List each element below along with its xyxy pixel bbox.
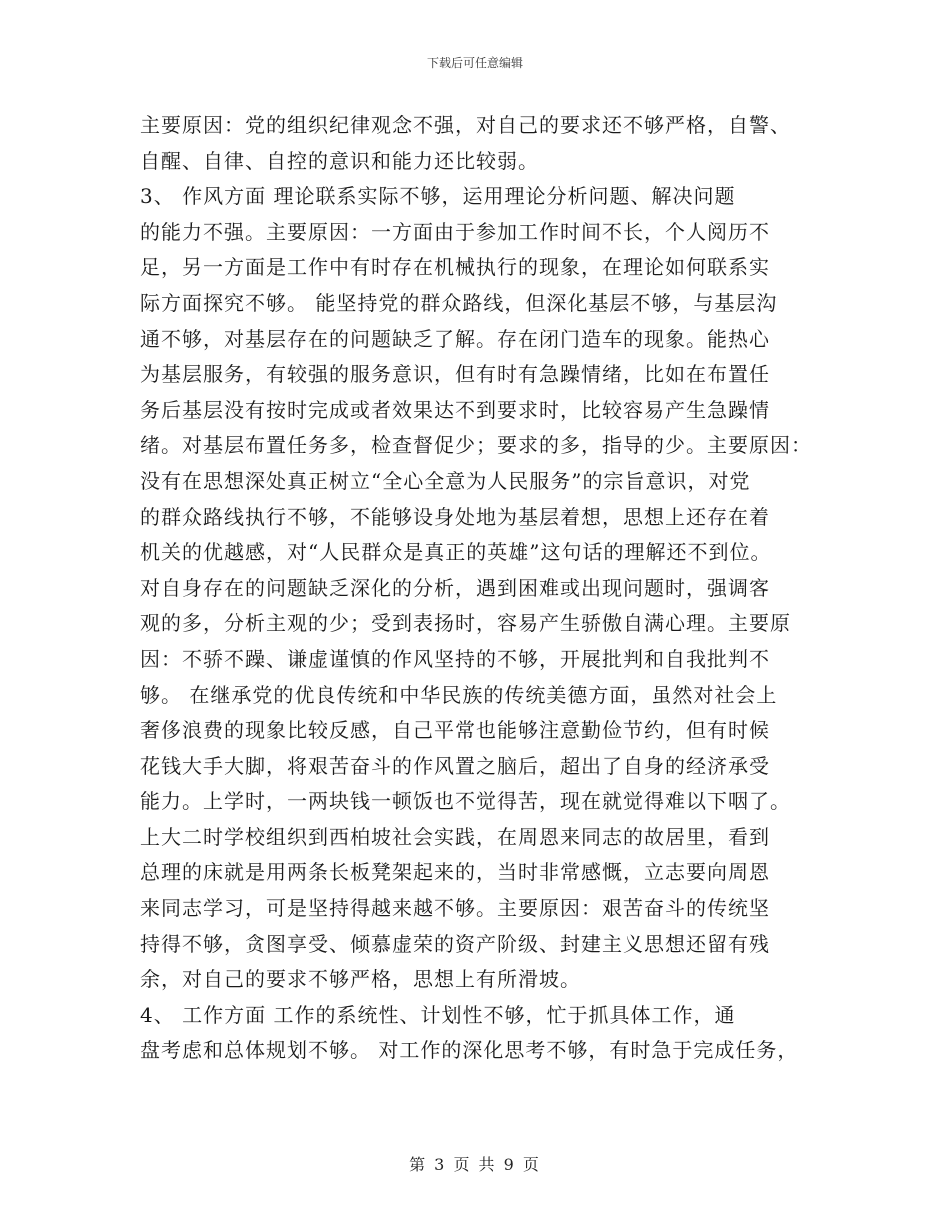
text-line: 3、 作风方面 理论联系实际不够，运用理论分析问题、解决问题 [140,184,736,209]
text-line: 的群众路线执行不够，不能够设身处地为基层着想，思想上还存在着 [140,504,770,529]
text-line: 盘考虑和总体规划不够。 对工作的深化思考不够，有时急于完成任务， [140,1038,799,1063]
text-line: 绪。对基层布置任务多，检查督促少；要求的多，指导的少。主要原因： [140,433,812,458]
text-line: 总理的床就是用两条长板凳架起来的，当时非常感慨，立志要向周恩 [140,860,770,885]
text-line: 的能力不强。主要原因：一方面由于参加工作时间不长，个人阅历不 [140,219,770,244]
text-line: 主要原因：党的组织纪律观念不强，对自己的要求还不够严格，自警、 [140,113,791,137]
text-line: 自醒、自律、自控的意识和能力还比较弱。 [140,148,539,173]
text-line: 足，另一方面是工作中有时存在机械执行的现象，在理论如何联系实 [140,255,770,280]
text-line: 来同志学习，可是坚持得越来越不够。主要原因：艰苦奋斗的传统坚 [140,896,770,921]
text-line: 花钱大手大脚，将艰苦奋斗的作风置之脑后，超出了自身的经济承受 [140,753,770,778]
text-line: 务后基层没有按时完成或者效果达不到要求时，比较容易产生急躁情 [140,397,770,422]
text-line: 奢侈浪费的现象比较反感，自己平常也能够注意勤俭节约，但有时候 [140,718,770,743]
text-line: 持得不够，贪图享受、倾慕虚荣的资产阶级、封建主义思想还留有残 [140,931,770,956]
text-line: 上大二时学校组织到西柏坡社会实践，在周恩来同志的故居里，看到 [140,824,770,849]
text-line: 因：不骄不躁、谦虚谨慎的作风坚持的不够，开展批判和自我批判不 [140,646,770,671]
text-line: 能力。上学时，一两块钱一顿饭也不觉得苦，现在就觉得难以下咽了。 [140,789,791,814]
text-line: 通不够，对基层存在的问题缺乏了解。存在闭门造车的现象。能热心 [140,326,770,351]
text-line: 没有在思想深处真正树立“全心全意为人民服务”的宗旨意识，对党 [140,468,751,493]
page-header: 下载后可任意编辑 [426,56,523,70]
text-line: 4、 工作方面 工作的系统性、计划性不够，忙于抓具体工作，通 [140,1002,736,1027]
text-line: 机关的优越感，对“人民群众是真正的英雄”这句话的理解还不到位。 [140,540,772,565]
document-body [140,108,812,1069]
text-line: 余，对自己的要求不够严格，思想上有所滑坡。 [140,967,581,992]
page-number-footer: 第 3 页 共 9 页 [409,1155,541,1174]
text-line: 对自身存在的问题缺乏深化的分析，遇到困难或出现问题时，强调客 [140,575,770,600]
text-line: 够。 在继承党的优良传统和中华民族的传统美德方面，虽然对社会上 [140,682,778,707]
text-line: 观的多，分析主观的少；受到表扬时，容易产生骄傲自满心理。主要原 [140,611,791,636]
text-line: 际方面探究不够。 能坚持党的群众路线，但深化基层不够，与基层沟 [140,290,778,315]
text-line: 为基层服务，有较强的服务意识，但有时有急躁情绪，比如在布置任 [140,362,770,387]
